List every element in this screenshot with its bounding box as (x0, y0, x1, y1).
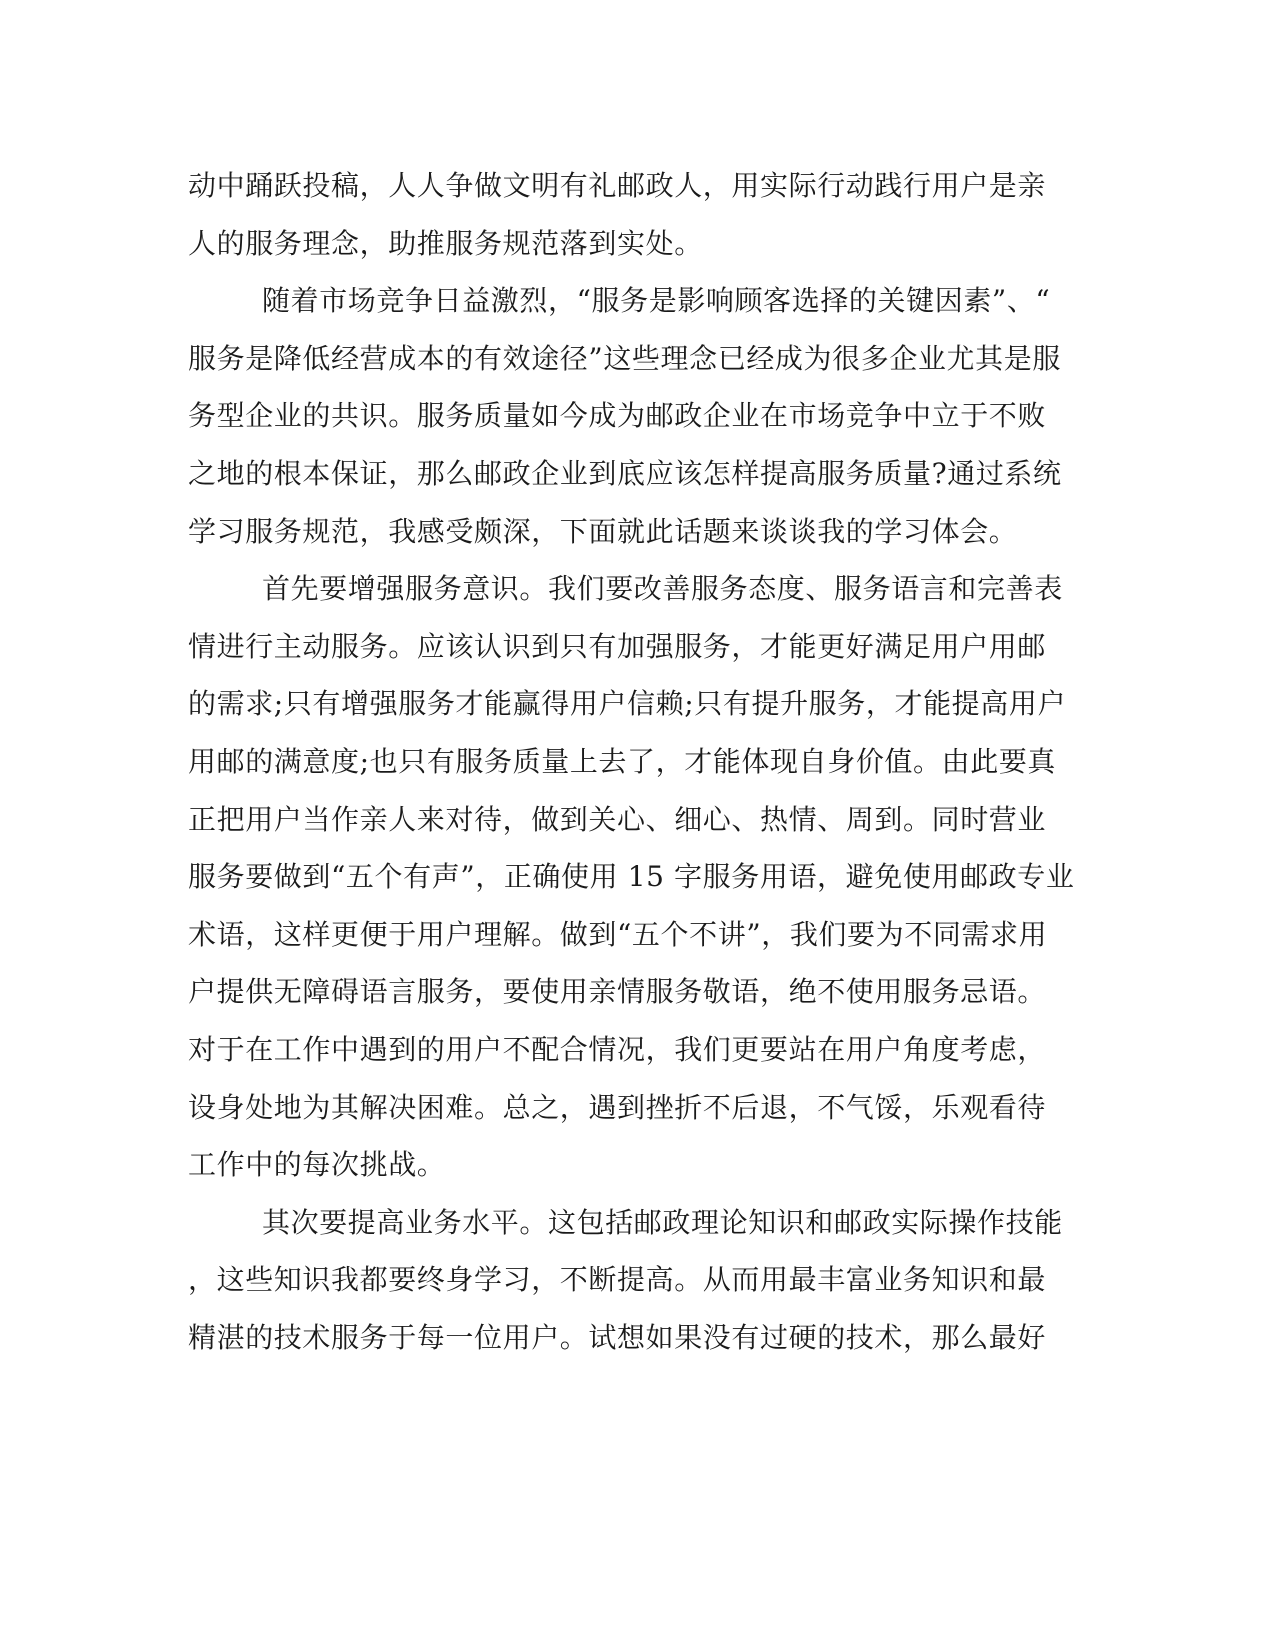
text-line: 用邮的满意度;也只有服务质量上去了，才能体现自身价值。由此要真 (188, 744, 1057, 778)
text-line: 正把用户当作亲人来对待，做到关心、细心、热情、周到。同时营业 (188, 802, 1047, 836)
text-line: 情进行主动服务。应该认识到只有加强服务，才能更好满足用户用邮 (188, 629, 1047, 663)
body-text (188, 157, 1075, 1366)
text-line: 工作中的每次挑战。 (188, 1148, 446, 1182)
text-line: 设身处地为其解决困难。总之，遇到挫折不后退，不气馁，乐观看待 (188, 1090, 1047, 1124)
paragraph-first-line: 首先要增强服务意识。我们要改善服务态度、服务语言和完善表 (262, 572, 1063, 606)
text-line: 户提供无障碍语言服务，要使用亲情服务敬语，绝不使用服务忌语。 (188, 975, 1047, 1009)
text-line: 对于在工作中遇到的用户不配合情况，我们更要站在用户角度考虑， (188, 1032, 1047, 1066)
text-line: 的需求;只有增强服务才能赢得用户信赖;只有提升服务，才能提高用户 (188, 687, 1067, 721)
text-line: 服务要做到“五个有声”，正确使用 15 字服务用语，避免使用邮政专业 (188, 860, 1075, 894)
text-line: 之地的根本保证，那么邮政企业到底应该怎样提高服务质量?通过系统 (188, 456, 1062, 490)
text-line: 动中踊跃投稿，人人争做文明有礼邮政人，用实际行动践行用户是亲 (188, 169, 1047, 202)
paragraph-first-line: 随着市场竞争日益激烈，“服务是影响顾客选择的关键因素”、“ (262, 284, 1051, 318)
text-line: 学习服务规范，我感受颇深，下面就此话题来谈谈我的学习体会。 (188, 514, 1018, 548)
text-line: 精湛的技术服务于每一位用户。试想如果没有过硬的技术，那么最好 (188, 1320, 1047, 1354)
text-line: ，这些知识我都要终身学习，不断提高。从而用最丰富业务知识和最 (188, 1263, 1047, 1297)
paragraph-first-line: 其次要提高业务水平。这包括邮政理论知识和邮政实际操作技能 (262, 1205, 1063, 1239)
text-line: 务型企业的共识。服务质量如今成为邮政企业在市场竞争中立于不败 (188, 399, 1047, 433)
text-line: 人的服务理念，助推服务规范落到实处。 (188, 226, 703, 260)
text-line: 服务是降低经营成本的有效途径”这些理念已经成为很多企业尤其是服 (188, 341, 1061, 375)
text-line: 术语，这样更便于用户理解。做到“五个不讲”，我们要为不同需求用 (188, 917, 1048, 951)
